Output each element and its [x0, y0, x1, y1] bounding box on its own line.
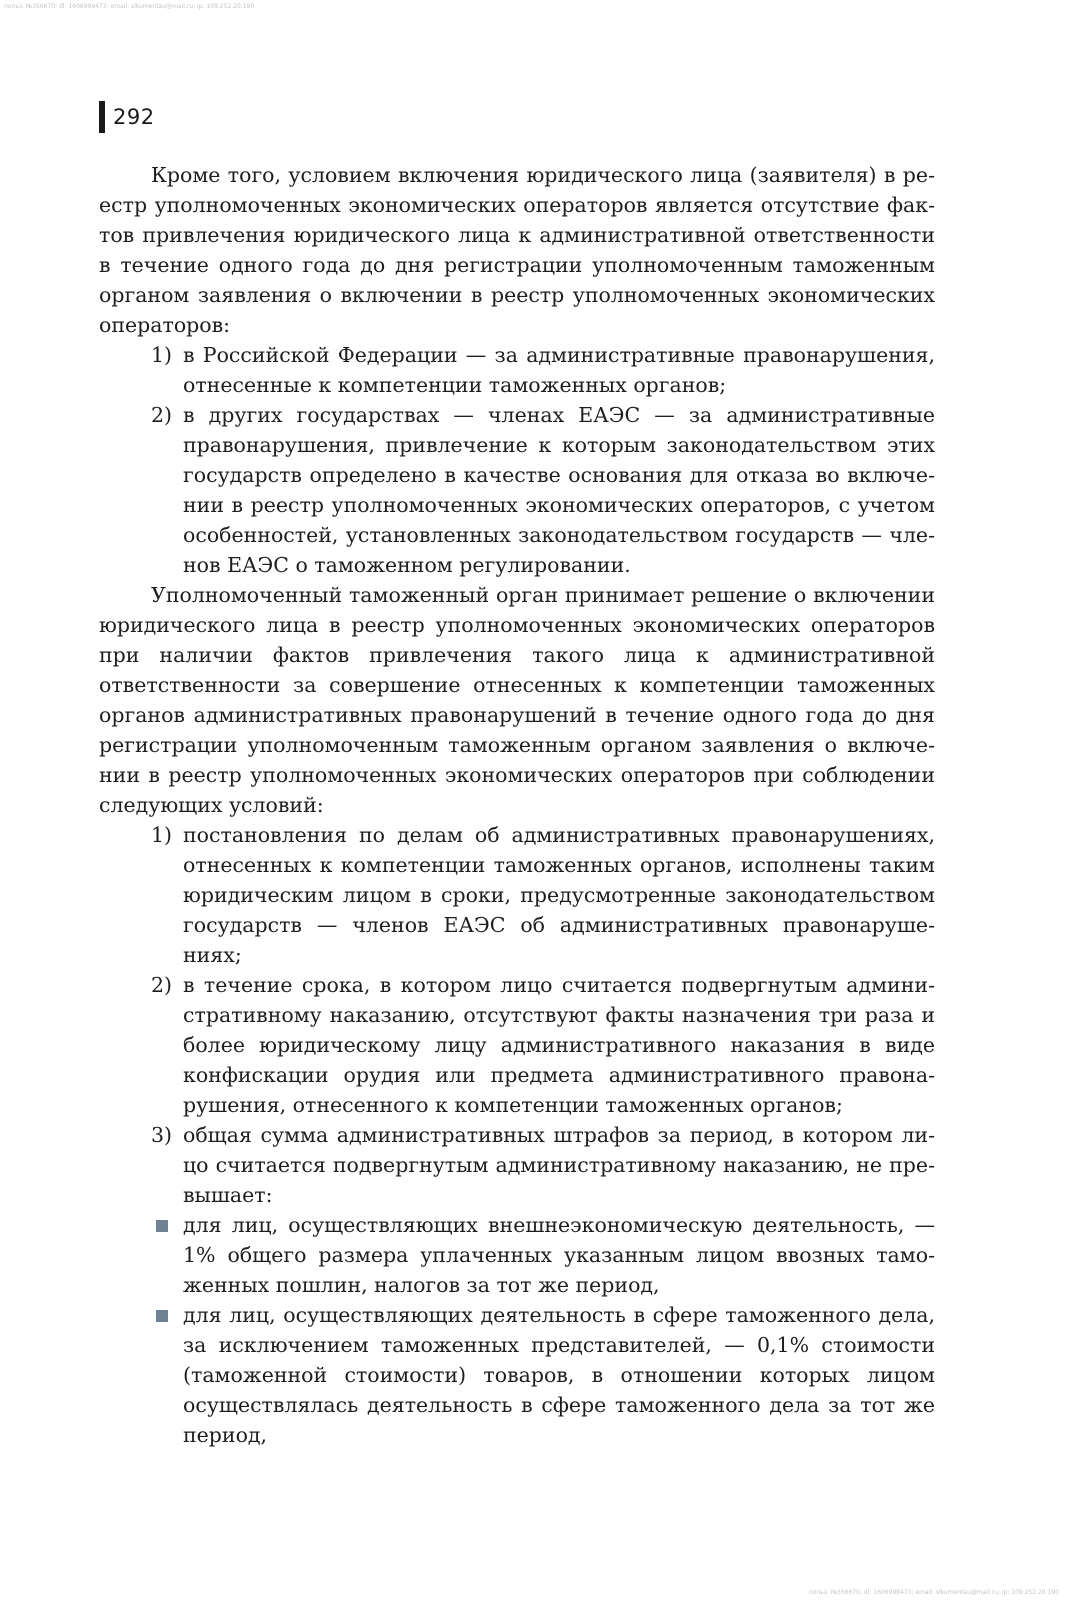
page-number-bar: [99, 101, 105, 133]
list-item-text: в Российской Федерации — за административные правонарушения, отнесенные к компетенции таможенных органов;: [183, 343, 935, 397]
list-marker: 1): [151, 343, 173, 367]
body-text: [99, 160, 935, 1450]
list-marker: 1): [151, 823, 173, 847]
paragraph-1: Кроме того, условием включения юридического лица (заявителя) в реестр уполномоченных экономических операторов является отсутствие фактов привлечения юридического лица к административной ответственности в течение одного года до дня регистрации уполномоченным таможенным органом заявления о включении в реестр уполномоченных экономических операторов:: [99, 163, 935, 337]
list-item-text: в течение срока, в котором лицо считается подвергнутым административному наказанию, отсутствуют факты назначения три раза и более юридическому лицу административного наказания в виде конфискации орудия или предмета административного правонарушения, отнесенного к компетенции таможенных органов;: [183, 973, 935, 1117]
list-2: [99, 820, 935, 1210]
list-item: [99, 340, 935, 400]
bullet-item-text: для лиц, осуществляющих деятельность в сфере таможенного дела, за исключением таможенных представителей, — 0,1% стоимости (таможенной стоимости) товаров, в отношении которых лицом осуществлялась деятельность в сфере таможенного дела за тот же период,: [183, 1303, 935, 1447]
watermark-top: польз. №356670; dl: 1606999473; email: slkumentau@mail.ru; ip: 109.252.20.190: [4, 3, 255, 10]
list-item: [99, 1120, 935, 1210]
list-item-text: постановления по делам об административных правонарушениях, отнесенных к компетенции таможенных органов, исполнены таким юридическим лицом в сроки, предусмотренные законодательством государств — членов ЕАЭС об административных правонарушениях;: [183, 823, 935, 967]
bullet-item: [99, 1300, 935, 1450]
page-number-text: 292: [113, 105, 155, 129]
bullet-list: [99, 1210, 935, 1450]
list-item-text: общая сумма административных штрафов за период, в котором лицо считается подвергнутым административному наказанию, не превышает:: [183, 1123, 935, 1207]
list-marker: 2): [151, 403, 173, 427]
list-item: [99, 400, 935, 580]
bullet-item: [99, 1210, 935, 1300]
bullet-item-text: для лиц, осуществляющих внешнеэкономическую деятельность, — 1% общего размера уплаченных указанным лицом ввозных таможенных пошлин, налогов за тот же период,: [183, 1213, 935, 1297]
list-item: [99, 820, 935, 970]
list-marker: 3): [151, 1123, 173, 1147]
list-item-text: в других государствах — членах ЕАЭС — за административные правонарушения, привлечение к которым законодательством этих государств определено в качестве основания для отказа во включении в реестр уполномоченных экономических операторов, с учетом особенностей, установленных законодательством государств — членов ЕАЭС о таможенном регулировании.: [183, 403, 935, 577]
list-item: [99, 970, 935, 1120]
square-bullet-icon: [156, 1310, 168, 1322]
list-1: [99, 340, 935, 580]
paragraph-2: Уполномоченный таможенный орган принимает решение о включении юридического лица в реестр уполномоченных экономических операторов при наличии фактов привлечения такого лица к административной ответственности за совершение отнесенных к компетенции таможенных органов административных правонарушений в течение одного года до дня регистрации уполномоченным таможенным органом заявления о включении в реестр уполномоченных экономических операторов при соблюдении следующих условий:: [99, 583, 935, 817]
list-marker: 2): [151, 973, 173, 997]
watermark-bottom: польз. №356670; dl: 1606999473; email: slkumentau@mail.ru; ip: 109.252.20.190: [808, 1589, 1059, 1596]
square-bullet-icon: [156, 1220, 168, 1232]
page-number: [99, 101, 155, 133]
